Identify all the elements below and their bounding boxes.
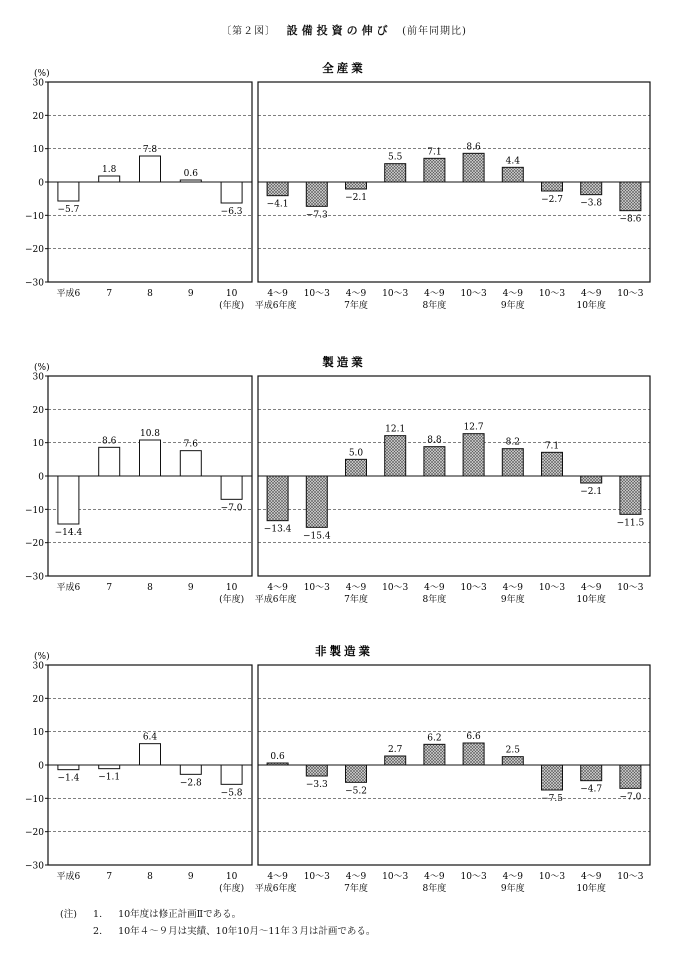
x-tick-label: 10～3 [303, 872, 330, 882]
half-year-bar [267, 476, 288, 521]
x-tick-label: 8 [147, 872, 153, 882]
data-label: −6.3 [220, 207, 243, 217]
note-number: 1. [93, 909, 103, 920]
note-row-2 [60, 923, 375, 940]
x-tick-label: 4～9 [267, 583, 288, 593]
y-tick-label: −10 [25, 794, 44, 805]
fiscal-year-suffix: (年度) [219, 301, 245, 311]
half-year-bar [346, 182, 367, 189]
data-label: 10.8 [139, 429, 161, 439]
y-tick-label: 30 [32, 78, 44, 89]
data-label: −8.6 [619, 214, 642, 225]
x-tick-label: 10～3 [303, 289, 330, 299]
x-tick-label: 10～3 [460, 289, 487, 299]
y-tick-label: −20 [25, 539, 44, 550]
data-label: −7.5 [541, 794, 563, 804]
x-tick-label: 4～9 [424, 872, 445, 882]
x-tick-label: 平成6 [56, 289, 81, 299]
x-tick-label: 10～3 [617, 583, 644, 593]
panel-title: 非製造業 [315, 644, 373, 658]
data-label: 2.5 [505, 745, 520, 756]
fiscal-year-bar [58, 476, 79, 524]
year-group-label: 平成6年度 [254, 884, 297, 894]
half-year-bar [306, 182, 327, 206]
data-label: −1.4 [57, 773, 80, 784]
x-tick-label: 10～3 [617, 289, 644, 299]
fiscal-year-bar [99, 176, 120, 182]
half-year-bar [424, 447, 445, 476]
y-tick-label: −20 [25, 245, 44, 256]
year-group-label: 7年度 [344, 595, 368, 605]
x-tick-label: 10 [225, 872, 238, 882]
data-label: −3.8 [580, 198, 603, 209]
y-tick-label: −30 [25, 572, 44, 583]
x-tick-label: 4～9 [267, 872, 288, 882]
y-tick-label: 20 [32, 694, 44, 705]
year-group-label: 10年度 [576, 595, 606, 605]
y-tick-label: 30 [32, 372, 44, 383]
data-label: −1.1 [98, 772, 121, 783]
x-tick-label: 4～9 [424, 289, 445, 299]
data-label: −5.8 [220, 788, 243, 799]
x-tick-label: 9 [187, 289, 194, 299]
data-label: 8.2 [505, 437, 520, 448]
x-tick-label: 4～9 [345, 872, 367, 882]
year-group-label: 9年度 [500, 595, 525, 605]
fiscal-year-bar [180, 451, 201, 476]
half-year-bar [385, 436, 406, 476]
half-year-bar [463, 743, 484, 765]
fiscal-year-bar [221, 476, 242, 499]
year-group-label: 7年度 [344, 884, 368, 894]
x-tick-label: 10～3 [460, 872, 487, 882]
x-tick-label: 9 [187, 583, 194, 593]
figure-label: 〔第２図〕 [221, 26, 277, 37]
y-tick-label: 20 [32, 111, 44, 122]
fiscal-year-bar [140, 744, 161, 765]
data-label: 8.8 [427, 435, 442, 446]
data-label: 4.4 [505, 156, 520, 167]
half-year-bar [306, 765, 327, 776]
data-label: −5.7 [57, 205, 80, 215]
data-label: 2.7 [388, 745, 403, 755]
data-label: −4.7 [580, 784, 603, 795]
x-tick-label: 4～9 [502, 872, 524, 882]
x-tick-label: 4～9 [580, 289, 602, 299]
data-label: 12.7 [463, 422, 484, 433]
note-text: 10年４～９月は実績、10年10月～11年３月は計画である。 [118, 926, 376, 937]
x-tick-label: 4～9 [345, 583, 367, 593]
data-label: 8.6 [102, 436, 117, 447]
data-label: 7.1 [427, 147, 442, 158]
y-tick-label: −30 [25, 278, 44, 289]
data-label: 8.6 [466, 142, 481, 153]
half-year-bar [542, 765, 563, 790]
x-tick-label: 10～3 [382, 583, 409, 593]
x-tick-label: 10～3 [617, 872, 644, 882]
half-year-bar [542, 182, 563, 191]
half-year-bar [385, 164, 406, 182]
x-tick-label: 10～3 [538, 289, 566, 299]
panel-title: 製造業 [322, 355, 366, 369]
data-label: 5.0 [348, 448, 364, 459]
y-tick-label: −10 [25, 211, 44, 222]
data-label: 6.6 [466, 732, 481, 742]
data-label: −7.3 [305, 210, 328, 221]
data-label: −2.8 [179, 778, 202, 789]
half-year-bar [581, 476, 602, 483]
x-tick-label: 7 [106, 583, 113, 593]
half-year-bar [306, 476, 327, 527]
data-label: −2.1 [345, 193, 367, 203]
y-unit-label: (%) [34, 69, 50, 79]
y-tick-label: −20 [25, 828, 44, 839]
fiscal-year-bar [99, 447, 120, 476]
x-tick-label: 8 [147, 289, 153, 299]
year-group-label: 9年度 [500, 301, 525, 311]
fiscal-year-bar [140, 440, 161, 476]
half-year-bar [346, 459, 367, 476]
fiscal-year-bar [140, 156, 161, 182]
year-group-label: 平成6年度 [254, 301, 297, 311]
half-year-bar [502, 757, 523, 765]
note-row-1 [60, 906, 375, 923]
y-tick-label: 0 [38, 178, 44, 189]
data-label: 12.1 [385, 424, 406, 435]
half-year-bar [620, 765, 641, 788]
data-label: 7.8 [142, 145, 158, 155]
notes-prefix: (注) [60, 909, 77, 920]
y-unit-label: (%) [34, 363, 50, 373]
data-label: −2.7 [541, 195, 563, 205]
x-tick-label: 7 [106, 289, 113, 299]
year-group-label: 10年度 [576, 301, 606, 311]
half-year-bar [581, 182, 602, 195]
x-tick-label: 10～3 [460, 583, 487, 593]
fiscal-year-bar [221, 182, 242, 203]
x-tick-label: 8 [147, 583, 153, 593]
x-tick-label: 4～9 [424, 583, 445, 593]
half-year-bar [620, 476, 641, 514]
x-tick-label: 10 [225, 289, 238, 299]
half-year-bar [424, 158, 445, 182]
half-year-bar [267, 182, 288, 196]
x-tick-label: 10～3 [538, 583, 566, 593]
data-label: −11.5 [616, 518, 645, 529]
x-tick-label: 平成6 [56, 583, 81, 593]
y-tick-label: 10 [32, 439, 44, 450]
fiscal-year-bar [221, 765, 242, 784]
fiscal-year-bar [180, 765, 201, 774]
half-year-bar [424, 744, 445, 765]
x-tick-label: 4～9 [580, 583, 602, 593]
year-group-label: 10年度 [576, 884, 606, 894]
panel-title: 全産業 [322, 61, 366, 75]
year-group-label: 平成6年度 [254, 595, 297, 605]
year-group-label: 9年度 [500, 884, 525, 894]
data-label: −4.1 [266, 199, 289, 210]
note-text: 10年度は修正計画Ⅱである。 [118, 909, 242, 920]
data-label: 7.1 [544, 441, 560, 452]
x-tick-label: 10～3 [303, 583, 330, 593]
x-tick-label: 10 [225, 583, 238, 593]
half-year-bar [581, 765, 602, 781]
fiscal-year-bar [58, 182, 79, 201]
y-tick-label: 0 [38, 761, 44, 772]
data-label: 0.6 [270, 752, 285, 762]
half-year-bar [267, 763, 288, 765]
y-tick-label: 30 [32, 661, 44, 672]
y-tick-label: −10 [25, 505, 44, 516]
note-number: 2. [93, 926, 103, 937]
year-group-label: 8年度 [422, 884, 447, 894]
data-label: −7.0 [619, 792, 642, 803]
data-label: 0.6 [183, 169, 198, 179]
y-tick-label: 10 [32, 145, 44, 156]
data-label: −7.0 [220, 503, 243, 514]
notes [60, 906, 375, 940]
x-tick-label: 4～9 [502, 583, 524, 593]
half-year-bar [385, 756, 406, 765]
data-label: −5.2 [345, 786, 367, 797]
x-tick-label: 10～3 [382, 289, 409, 299]
data-label: 6.2 [427, 733, 442, 744]
half-year-bar [542, 452, 563, 476]
x-tick-label: 10～3 [382, 872, 409, 882]
y-tick-label: 0 [38, 472, 44, 483]
fiscal-year-bar [99, 765, 120, 769]
data-label: −13.4 [263, 524, 292, 535]
year-group-label: 7年度 [344, 301, 368, 311]
data-label: −15.4 [303, 531, 331, 542]
fiscal-year-bar [58, 765, 79, 770]
x-tick-label: 10～3 [538, 872, 566, 882]
x-tick-label: 平成6 [56, 872, 81, 882]
data-label: −2.1 [580, 487, 603, 497]
data-label: 6.4 [142, 732, 158, 743]
year-group-label: 8年度 [422, 301, 447, 311]
figure-main-title: 設備投資の伸び [286, 24, 392, 37]
half-year-bar [463, 153, 484, 182]
half-year-bar [620, 182, 641, 211]
year-group-label: 8年度 [422, 595, 447, 605]
x-tick-label: 9 [187, 872, 194, 882]
x-tick-label: 4～9 [580, 872, 602, 882]
data-label: 1.8 [102, 165, 117, 175]
figure-subtitle: (前年同期比) [402, 26, 467, 37]
fiscal-year-suffix: (年度) [219, 595, 245, 605]
half-year-bar [346, 765, 367, 782]
data-label: 5.5 [388, 152, 403, 163]
half-year-bar [502, 449, 523, 476]
y-tick-label: 10 [32, 728, 44, 739]
half-year-bar [502, 167, 523, 182]
x-tick-label: 4～9 [267, 289, 288, 299]
data-label: −3.3 [305, 780, 328, 790]
data-label: 7.6 [183, 439, 198, 450]
x-tick-label: 7 [106, 872, 113, 882]
fiscal-year-bar [180, 180, 201, 182]
data-label: −14.4 [54, 528, 83, 538]
y-tick-label: −30 [25, 861, 44, 872]
y-unit-label: (%) [34, 652, 50, 662]
x-tick-label: 4～9 [502, 289, 524, 299]
fiscal-year-suffix: (年度) [219, 884, 245, 894]
half-year-bar [463, 434, 484, 476]
y-tick-label: 20 [32, 405, 44, 416]
x-tick-label: 4～9 [345, 289, 367, 299]
